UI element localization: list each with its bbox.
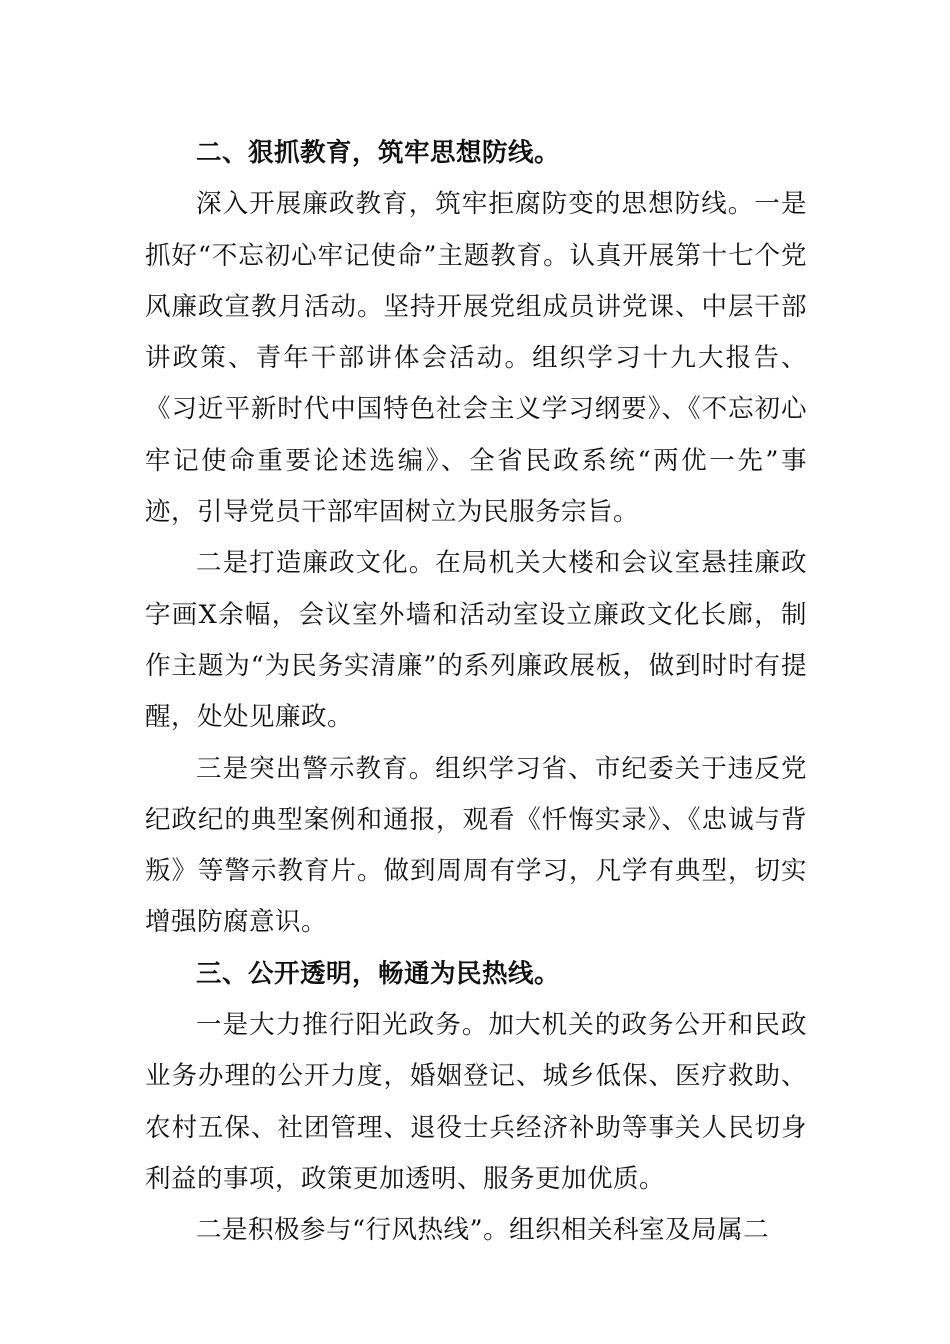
paragraph-integrity-education: 深入开展廉政教育，筑牢拒腐防变的思想防线。一是抓好“不忘初心牢记使命”主题教育。认真开展第十七个党风廉政宣教月活动。坚持开展党组成员讲党课、中层干部讲政策、青年干部讲体会活动。组织学习十九大报告、《习近平新时代中国特色社会主义学习纲要》、《不忘初心牢记使命重要论述选编》、全省民政系统“两优一先”事迹，引导党员干部牢固树立为民服务宗旨。 [145, 189, 807, 528]
section-heading-education: 二、狠抓教育，筑牢思想防线。 [196, 138, 561, 168]
document-body [145, 128, 807, 1257]
section-heading-transparency: 三、公开透明，畅通为民热线。 [196, 958, 561, 989]
paragraph-hotline: 二是积极参与“行风热线”。组织相关科室及局属二 [196, 1215, 770, 1246]
paragraph-integrity-culture: 二是打造廉政文化。在局机关大楼和会议室悬挂廉政字画X余幅，会议室外墙和活动室设立廉政文化长廊，制作主题为“为民务实清廉”的系列廉政展板，做到时时有提醒，处处见廉政。 [145, 548, 807, 733]
paragraph-open-government: 一是大力推行阳光政务。加大机关的政务公开和民政业务办理的公开力度，婚姻登记、城乡低保、医疗救助、农村五保、社团管理、退役士兵经济补助等事关人民切身利益的事项，政策更加透明、服务更加优质。 [145, 1010, 807, 1194]
paragraph-warning-education: 三是突出警示教育。组织学习省、市纪委关于违反党纪政纪的典型案例和通报，观看《忏悔实录》、《忠诚与背叛》等警示教育片。做到周周有学习，凡学有典型，切实增强防腐意识。 [145, 753, 807, 938]
